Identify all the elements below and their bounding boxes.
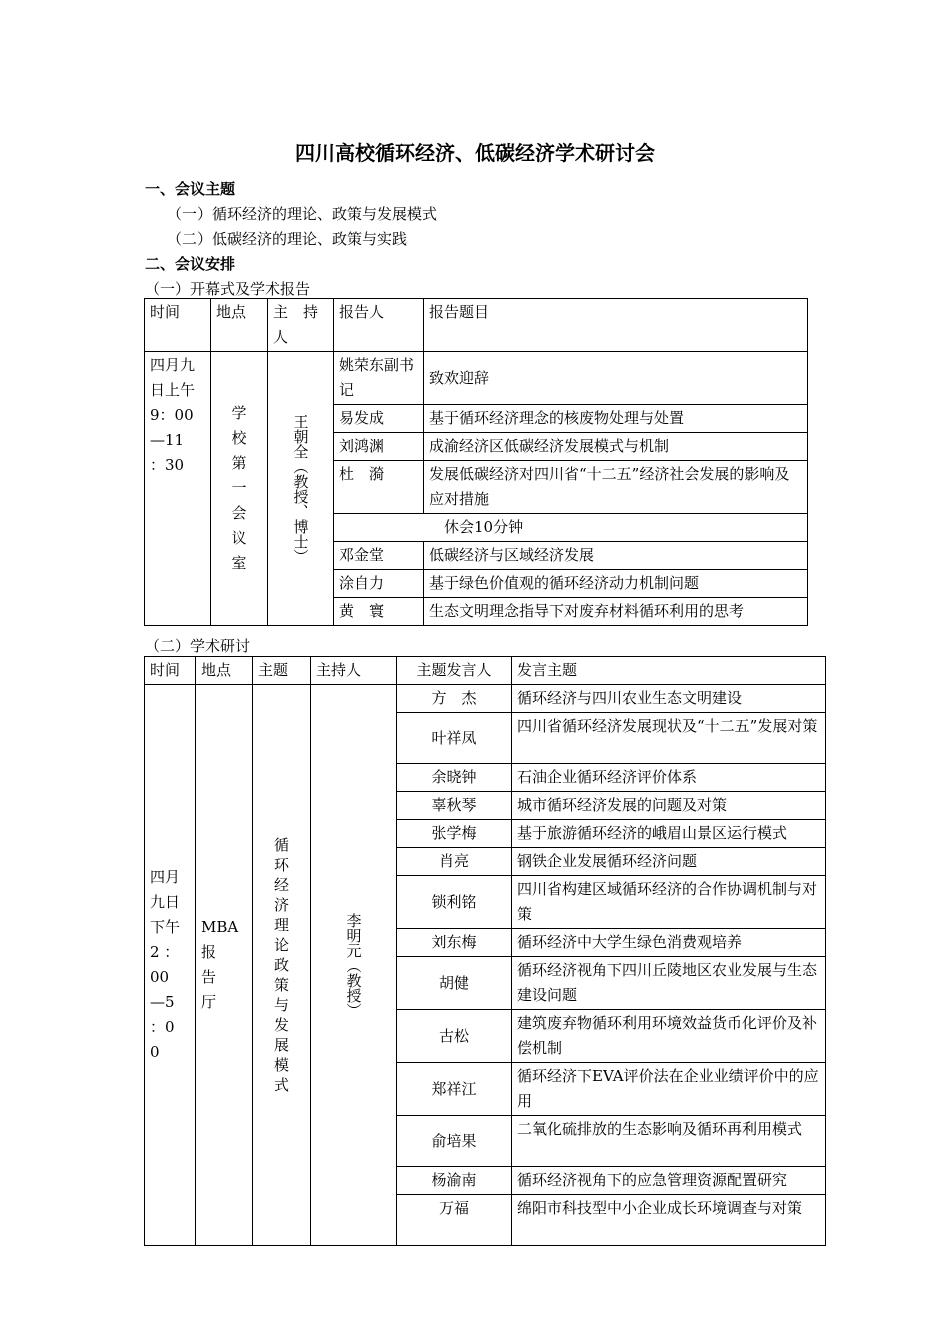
topic-cell: 四川省循环经济发展现状及“十二五”发展对策: [512, 713, 826, 764]
discussion-schedule-table: [144, 656, 826, 1246]
section2-heading: 二、会议安排: [145, 255, 236, 273]
host-text: 李明元（教授）: [344, 912, 363, 1018]
section1-heading: 一、会议主题: [145, 180, 236, 198]
time-cell: [145, 685, 196, 1246]
header-place: 地点: [196, 657, 253, 685]
time-text: 四月九日上午9：00—11 ：30: [150, 356, 196, 474]
speaker-cell: 胡健: [397, 957, 512, 1010]
place-cell: [211, 352, 268, 626]
host-cell: [311, 685, 397, 1246]
topic-cell: 低碳经济与区域经济发展: [424, 542, 808, 570]
topic-cell: 基于旅游循环经济的峨眉山景区运行模式: [512, 820, 826, 848]
topic-cell: 循环经济与四川农业生态文明建设: [512, 685, 826, 713]
theme-cell: [253, 685, 311, 1246]
header-speaker: 报告人: [334, 299, 424, 352]
topic-cell: 生态文明理念指导下对废弃材料循环利用的思考: [424, 598, 808, 626]
topic-cell: 二氧化硫排放的生态影响及循环再利用模式: [512, 1116, 826, 1167]
page-title: 四川高校循环经济、低碳经济学术研讨会: [295, 141, 655, 165]
topic-cell: 成渝经济区低碳经济发展模式与机制: [424, 433, 808, 461]
break-cell: 休会10分钟: [334, 514, 808, 542]
header-place: 地点: [211, 299, 268, 352]
topic-cell: 钢铁企业发展循环经济问题: [512, 848, 826, 876]
place-text: 报告厅: [201, 943, 217, 1011]
header-host: 主持人: [311, 657, 397, 685]
speaker-cell: 郑祥江: [397, 1063, 512, 1116]
header-topic: 报告题目: [424, 299, 808, 352]
speaker-cell: 刘东梅: [397, 929, 512, 957]
speaker-cell: 涂自力: [334, 570, 424, 598]
topic-cell: 四川省构建区域循环经济的合作协调机制与对策: [512, 876, 826, 929]
header-host: 主 持人: [268, 299, 334, 352]
speaker-cell: 杜 漪: [334, 461, 424, 514]
time-cell: [145, 352, 211, 626]
opening-schedule-table: [144, 298, 808, 626]
topic-cell: 循环经济视角下四川丘陵地区农业发展与生态建设问题: [512, 957, 826, 1010]
place-text: 学校第一会议室: [231, 404, 247, 572]
speaker-cell: 张学梅: [397, 820, 512, 848]
place-cell: [196, 685, 253, 1246]
place-prefix: MBA: [201, 918, 239, 936]
header-time: 时间: [145, 299, 211, 352]
speaker-cell: 辜秋琴: [397, 792, 512, 820]
topic-cell: 石油企业循环经济评价体系: [512, 764, 826, 792]
theme-item-1: （一）循环经济的理论、政策与发展模式: [167, 205, 438, 223]
speaker-cell: 刘鸿渊: [334, 433, 424, 461]
header-time: 时间: [145, 657, 196, 685]
topic-cell: 循环经济下EVA评价法在企业业绩评价中的应用: [512, 1063, 826, 1116]
topic-cell: 循环经济视角下的应急管理资源配置研究: [512, 1167, 826, 1195]
topic-cell: 发展低碳经济对四川省“十二五”经济社会发展的影响及应对措施: [424, 461, 808, 514]
topic-cell: 致欢迎辞: [424, 352, 808, 405]
speaker-cell: 姚荣东副书记: [334, 352, 424, 405]
speaker-cell: 万福: [397, 1195, 512, 1246]
subheading-opening: （一）开幕式及学术报告: [145, 280, 311, 298]
speaker-cell: 杨渝南: [397, 1167, 512, 1195]
speaker-cell: 余晓钟: [397, 764, 512, 792]
topic-cell: 城市循环经济发展的问题及对策: [512, 792, 826, 820]
speaker-cell: 叶祥凤: [397, 713, 512, 764]
speaker-cell: 黄 寰: [334, 598, 424, 626]
topic-cell: 基于绿色价值观的循环经济动力机制问题: [424, 570, 808, 598]
header-theme: 主题: [253, 657, 311, 685]
speaker-cell: 古松: [397, 1010, 512, 1063]
header-speaker: 主题发言人: [397, 657, 512, 685]
time-text: 四月九日下午2 ：00—5 ：00: [150, 868, 181, 1061]
theme-text: 循环经济理论政策与发展模式: [274, 836, 290, 1094]
topic-cell: 绵阳市科技型中小企业成长环境调查与对策: [512, 1195, 826, 1246]
theme-item-2: （二）低碳经济的理论、政策与实践: [167, 230, 408, 248]
speaker-cell: 锁利铭: [397, 876, 512, 929]
speaker-cell: 邓金堂: [334, 542, 424, 570]
speaker-cell: 肖亮: [397, 848, 512, 876]
topic-cell: 循环经济中大学生绿色消费观培养: [512, 929, 826, 957]
topic-cell: 基于循环经济理念的核废物处理与处置: [424, 405, 808, 433]
subheading-discussion: （二）学术研讨: [145, 637, 251, 655]
host-text: 王朝全（教授、博士）: [291, 413, 310, 564]
speaker-cell: 易发成: [334, 405, 424, 433]
header-topic: 发言主题: [512, 657, 826, 685]
speaker-cell: 俞培果: [397, 1116, 512, 1167]
speaker-cell: 方 杰: [397, 685, 512, 713]
host-cell: [268, 352, 334, 626]
topic-cell: 建筑废弃物循环利用环境效益货币化评价及补偿机制: [512, 1010, 826, 1063]
